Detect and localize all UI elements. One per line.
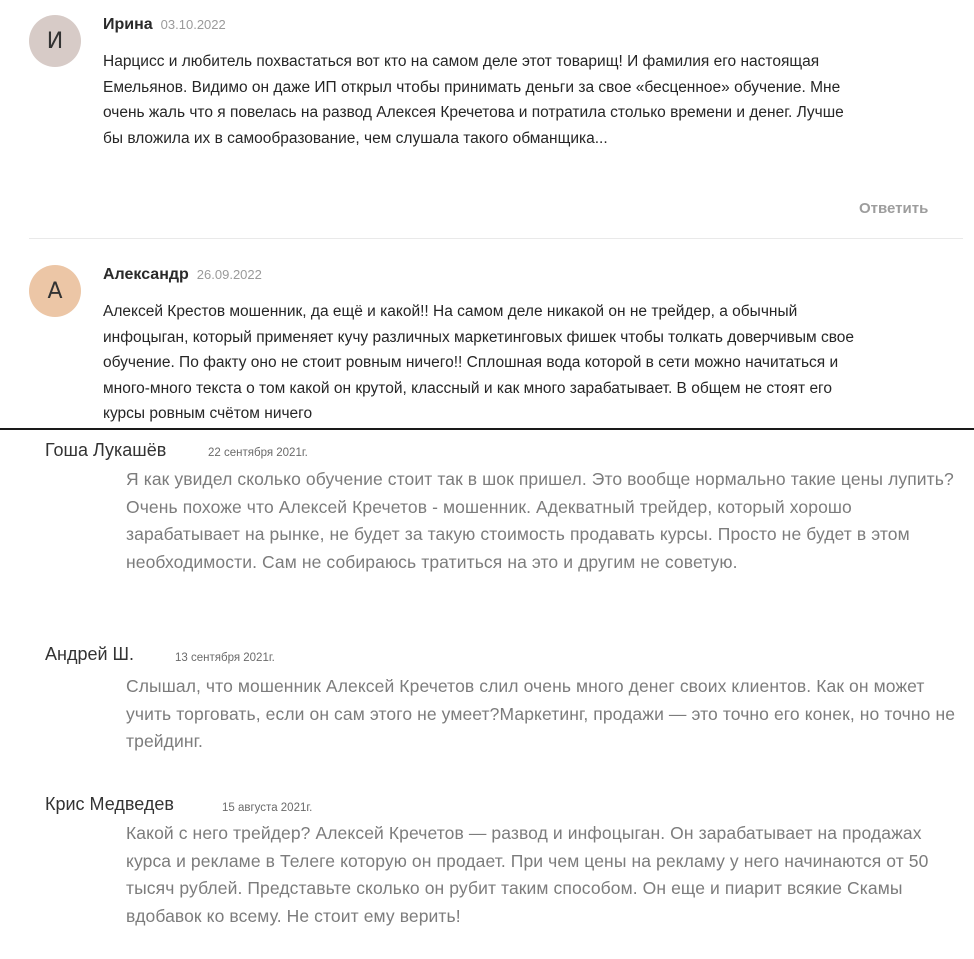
comment-author: Андрей Ш. [45,644,135,664]
comment-date: 13 сентября 2021г. [175,652,275,664]
comments-section-bottom [0,430,974,959]
comment-date: 15 августа 2021г. [222,802,313,814]
comment-divider [29,238,963,239]
comment-text: Алексей Крестов мошенник, да ещё и какой!! На самом деле никакой он не трейдер, а обычный инфоцыган, который применяет кучу различных маркетинговых фишек чтобы толкать доверчивым свое обучение. По факту оно не стоит ровным ничего!! Сплошная вода которой в сети можно начитаться и много-много текста о том какой он крутой, классный и как много зарабатывает. В общем не стоят его курсы ровным счётом ничего [103,303,855,422]
comment-author: Гоша Лукашёв [45,440,167,460]
comment-header [103,266,262,284]
comment-date: 03.10.2022 [160,17,226,32]
comment-text: Нарцисс и любитель похвастаться вот кто на самом деле этот товарищ! И фамилия его настоящая Емельянов. Видимо он даже ИП открыл чтобы принимать деньги за свое «бесценное» обучение. Мне очень жаль что я повелась на развод Алексея Кречетова и потратила столько времени и денег. Лучше бы вложила их в самообразование, чем слушала такого обманщика... [103,53,844,147]
comment-text: Я как увидел сколько обучение стоит так в шок пришел. Это вообще нормально такие цены лупить? Очень похоже что Алексей Кречетов - мошенник. Адекватный трейдер, который хорошо зарабатывает на рынке, не будет за такую стоимость продавать курсы. Просто не будет в этом необходимости. Сам не собираюсь тратиться на это и другим не советую. [126,469,954,572]
comment-author: Ирина [103,16,153,33]
comment-date: 26.09.2022 [196,267,262,282]
comments-section-top [0,0,974,428]
comment-text: Слышал, что мошенник Алексей Кречетов слил очень много денег своих клиентов. Как он может учить торговать, если он сам этого не умеет?Маркетинг, продажи — это точно его конек, но точно не трейдинг. [126,676,956,751]
avatar: А [29,265,81,317]
comment-text: Какой с него трейдер? Алексей Кречетов — развод и инфоцыган. Он зарабатывает на продажах курса и рекламе в Телеге которую он продает. При чем цены на рекламу у него начинаются от 50 тысяч рублей. Представьте сколько он рубит таким способом. Он еще и пиарит всякие Скамы вдобавок ко всему. Не стоит ему верить! [126,823,929,926]
comment-date: 22 сентября 2021г. [208,447,308,459]
avatar: И [29,15,81,67]
comment-author: Крис Медведев [45,794,174,814]
comment-header [103,16,226,34]
comment-author: Александр [103,266,189,283]
reply-button[interactable]: Ответить [859,200,929,217]
